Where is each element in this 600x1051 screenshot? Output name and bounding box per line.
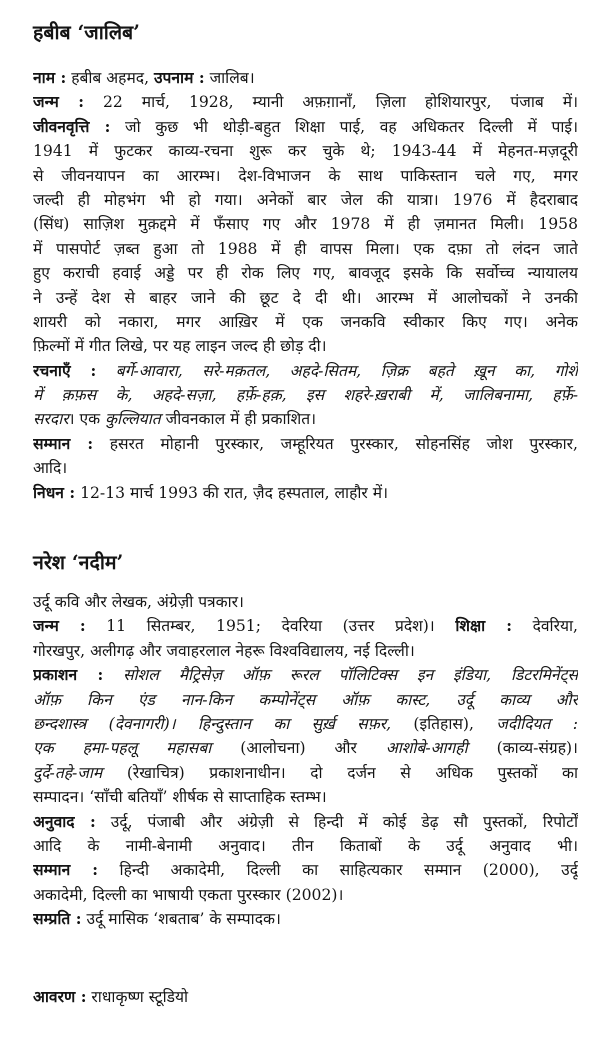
- publications-line-4: [33, 736, 578, 760]
- habib-jalib-heading: हबीब ‘जालिब’: [33, 21, 140, 44]
- publications-line-5: [33, 761, 578, 785]
- publications-text: छन्दशास्त्र (देवनागरी)।: [33, 714, 176, 733]
- publications-line-3: [33, 712, 578, 736]
- career-line-7: हुए कराची हवाई अड्डे पर ही रोक लिए गए, बावजूद इसके कि सर्वोच्च न्यायालय: [33, 264, 578, 283]
- education-line-2: गोरखपुर, अलीगढ़ और जवाहरलाल नेहरू विश्वविद्यालय, नई दिल्ली।: [33, 641, 415, 660]
- awards-label: सम्मान :: [33, 860, 98, 880]
- publications-title: आशोबे-आगही: [385, 739, 468, 758]
- publications-title: जदीदियत :: [496, 714, 578, 733]
- works-label: रचनाएँ :: [33, 360, 97, 380]
- cover-label: आवरण :: [33, 987, 87, 1006]
- publications-line-2: ऑफ़ किन एंड नान-किन कम्पोनेंट्स ऑफ़ कास्ट, उर्दू काव्य और: [33, 690, 578, 709]
- works-title-sardar: सरदार: [33, 410, 69, 429]
- publications-text: (रेखाचित्र) प्रकाशनाधीन। दो दर्जन से अधिक पुस्तकों का: [126, 763, 578, 782]
- career-line-5: (सिंध) साज़िश मुक़द्दमे में फँसाए गए और 1978 में ही ज़मानत मिली। 1958: [33, 215, 578, 234]
- naresh-nadeem-bio: [33, 590, 578, 931]
- publications-genre: (काव्य-संग्रह)।: [496, 739, 578, 758]
- translation-text: उर्दू, पंजाबी और अंग्रेज़ी से हिन्दी में कोई डेढ़ सौ पुस्तकों, रिपोर्टों: [110, 812, 578, 831]
- career-line-10: फ़िल्मों में गीत लिखे, पर यह लाइन जल्द ही छोड़ दी।: [33, 337, 327, 356]
- career-label: जीवनवृत्ति :: [33, 116, 111, 136]
- name-line: [33, 66, 578, 90]
- translation-label: अनुवाद :: [33, 811, 96, 831]
- current-role-value: उर्दू मासिक ‘शबताब’ के सम्पादक।: [86, 910, 281, 929]
- publications-title: दुर्दे-तहे-जाम: [33, 763, 103, 782]
- works-text: जीवनकाल में ही प्रकाशित।: [165, 410, 316, 429]
- works-line-1: [33, 359, 578, 383]
- works-line-2: में क़फ़स के, अहदे-सज़ा, हर्फ़े-हक़, इस शहरे-ख़राबी में, जालिबनामा, हर्फ़े-: [33, 386, 578, 405]
- birth-line: [33, 90, 578, 114]
- publications-label: प्रकाशन :: [33, 665, 104, 685]
- awards-line-1: [33, 858, 578, 882]
- cover-value: राधाकृष्ण स्टूडियो: [91, 988, 189, 1006]
- career-line-4: जल्दी ही मोहभंग भी हो गया। अनेकों बार जेल की यात्रा। 1976 में हैदराबाद: [33, 190, 578, 209]
- current-role-label: सम्प्रति :: [33, 909, 82, 929]
- death-label: निधन :: [33, 482, 76, 502]
- publications-title: एक हमा-पहलू महासबा: [33, 739, 212, 758]
- death-line: [33, 481, 578, 505]
- name-value: हबीब अहमद,: [71, 69, 150, 87]
- habib-jalib-bio: [33, 66, 578, 505]
- career-line-3: से जीवनयापन का आरम्भ। देश-विभाजन के साथ पाकिस्तान चले गए, मगर: [33, 166, 578, 185]
- upnaam-label: उपनाम :: [154, 68, 205, 87]
- awards-line-1: [33, 432, 578, 456]
- awards-text: हसरत मोहानी पुरस्कार, जम्हूरियत पुरस्कार, सोहनसिंह जोश पुरस्कार,: [109, 434, 578, 453]
- career-line-1: [33, 115, 578, 139]
- publications-line-1: [33, 663, 578, 687]
- cover-credit-line: [33, 985, 578, 1009]
- name-label: नाम :: [33, 68, 67, 87]
- career-line-2: 1941 में फुटकर काव्य-रचना शुरू कर चुके थे; 1943-44 में मेहनत-मज़दूरी: [33, 142, 578, 161]
- birth-line: [33, 614, 578, 638]
- works-text: बर्गे-आवारा, सरे-मक़तल, अहदे-सितम, ज़िक्र बहते ख़ून का, गोशे: [115, 361, 578, 380]
- works-text: । एक: [68, 410, 101, 429]
- works-line-3: [33, 407, 578, 431]
- awards-line-2: आदि।: [33, 459, 68, 478]
- birth-value: 22 मार्च, 1928, म्यानी अफ़ग़ानाँ, ज़िला होशियारपुर, पंजाब में।: [103, 93, 578, 112]
- publications-text: सोशल मैट्रिसेज़ ऑफ़ रूरल पॉलिटिक्स इन इंडिया, डिटरमिनेंट्स: [123, 666, 578, 685]
- career-text: जो कुछ भी थोड़ी-बहुत शिक्षा पाई, वह अधिकतर दिल्ली में पाई।: [125, 117, 578, 136]
- publications-line-6: सम्पादन। ‘साँची बतियाँ’ शीर्षक से साप्ताहिक स्तम्भ।: [33, 788, 327, 807]
- publications-title: हिन्दुस्तान का सुर्ख़ सफ़र,: [197, 714, 392, 733]
- upnaam-value: जालिब।: [209, 69, 255, 87]
- publications-genre: (आलोचना) और: [240, 739, 357, 758]
- awards-label: सम्मान :: [33, 433, 94, 453]
- current-role-line: [33, 907, 578, 931]
- awards-line-2: अकादेमी, दिल्ली का भाषायी एकता पुरस्कार (2002)।: [33, 885, 344, 904]
- birth-label: जन्म :: [33, 92, 85, 112]
- publications-genre: (इतिहास),: [413, 714, 474, 733]
- works-title-kulliyat: कुल्लियात: [105, 410, 161, 429]
- birth-value: 11 सितम्बर, 1951; देवरिया (उत्तर प्रदेश)।: [106, 617, 435, 636]
- intro-line: उर्दू कवि और लेखक, अंग्रेज़ी पत्रकार।: [33, 593, 244, 611]
- education-value: देवरिया,: [532, 617, 578, 636]
- death-value: 12-13 मार्च 1993 की रात, ज़ैद हस्पताल, लाहौर में।: [80, 483, 388, 502]
- translation-line-1: [33, 810, 578, 834]
- education-label: शिक्षा :: [455, 616, 512, 636]
- awards-text: हिन्दी अकादेमी, दिल्ली का साहित्यकार सम्मान (2000), उर्दू: [119, 861, 578, 880]
- career-line-8: ने उन्हें देश से बाहर जाने की छूट दे दी थी। आरम्भ में आलोचकों ने उनकी: [33, 288, 578, 307]
- career-line-6: में पासपोर्ट ज़ब्त हुआ तो 1988 में ही वापस मिला। एक दफ़ा तो लंदन जाते: [33, 239, 578, 258]
- naresh-nadeem-heading: नरेश ‘नदीम’: [33, 551, 124, 574]
- career-line-9: शायरी को नकारा, मगर आख़िर में एक जनकवि स्वीकार किए गए। अनेक: [33, 312, 578, 331]
- translation-line-2: आदि के नामी-बेनामी अनुवाद। तीन किताबों के उर्दू अनुवाद भी।: [33, 836, 578, 855]
- birth-label: जन्म :: [33, 616, 86, 636]
